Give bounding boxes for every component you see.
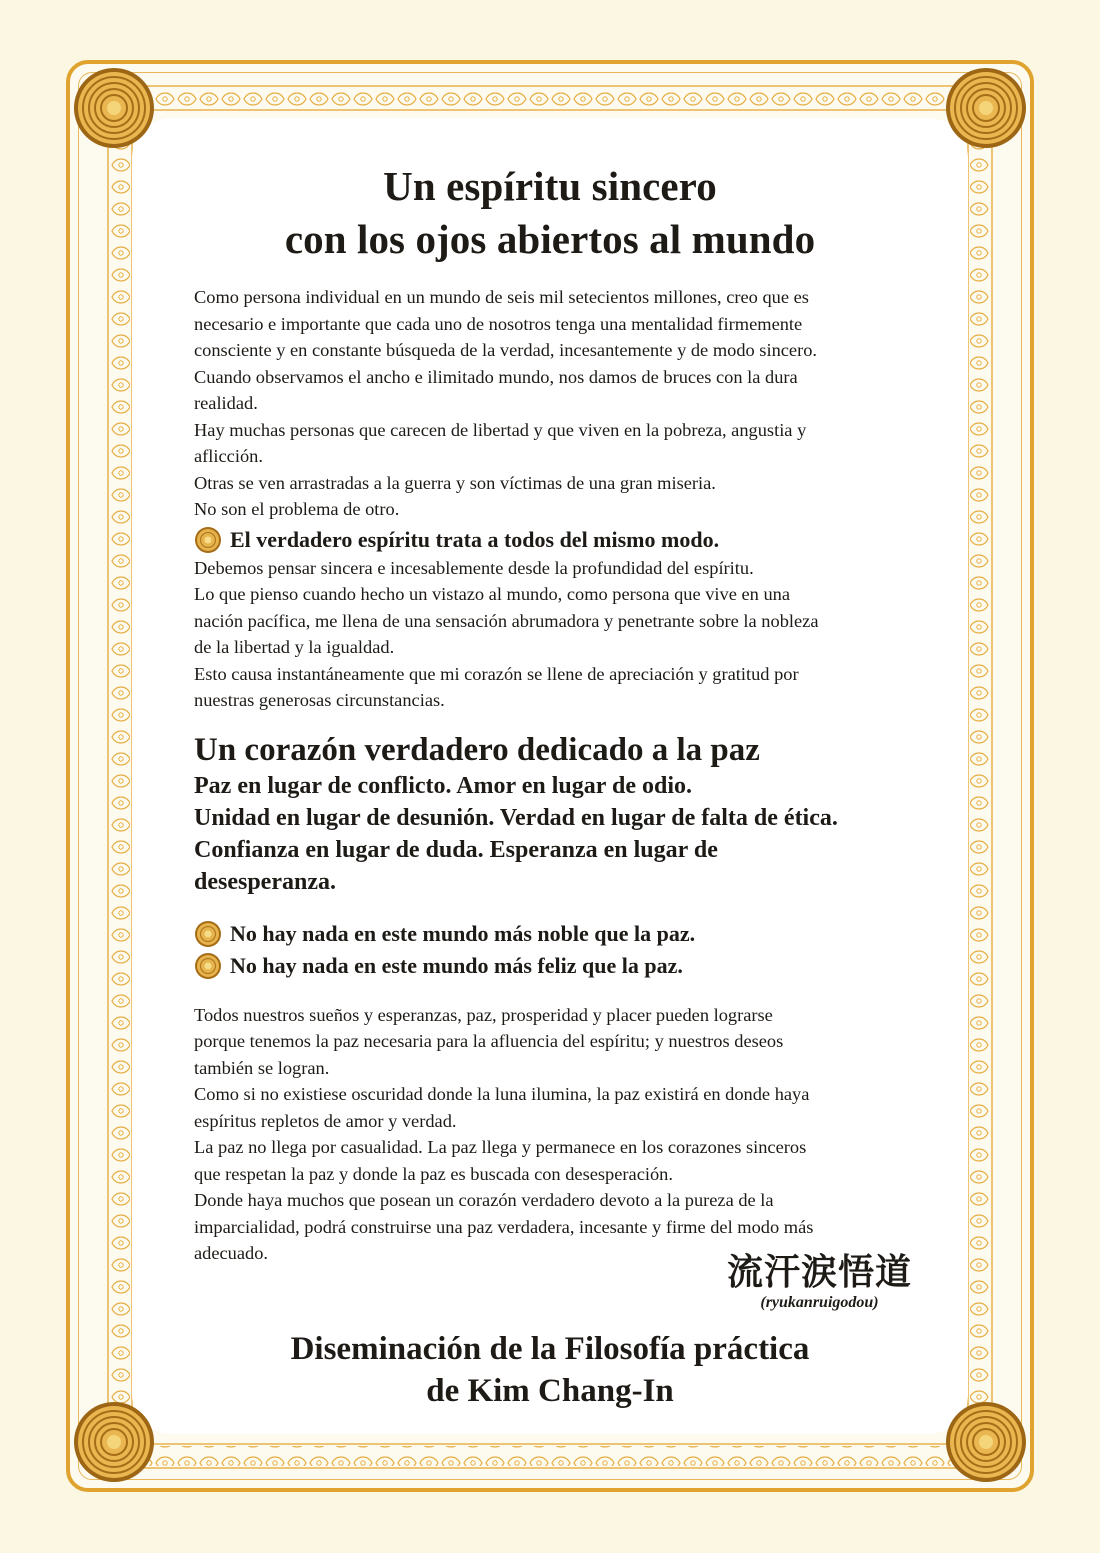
gold-medallion-icon (944, 1400, 1028, 1484)
text-line: nuestras generosas circunstancias. (194, 690, 445, 710)
text-line: Como si no existiese oscuridad donde la luna ilumina, la paz existirá en donde haya (194, 1084, 810, 1104)
footer-title (194, 1328, 906, 1412)
text-line: de la libertad y la igualdad. (194, 637, 395, 657)
text-line: Lo que pienso cuando hecho un vistazo al mundo, como persona que vive en una (194, 584, 790, 604)
text-line: Debemos pensar sincera e incesablemente desde la profundidad del espíritu. (194, 557, 754, 578)
text-line: No son el problema de otro. (194, 499, 400, 519)
title-line-1: Un espíritu sincero (383, 163, 717, 209)
bullet-text: No hay nada en este mundo más noble que la paz. (230, 920, 696, 946)
text-line: consciente y en constante búsqueda de la verdad, incesantemente y de modo sincero. (194, 340, 818, 360)
text-line: Donde haya muchos que posean un corazón verdadero devoto a la pureza de la (194, 1190, 774, 1210)
gold-coin-icon (194, 952, 222, 980)
bullet-heading (194, 918, 906, 950)
text-line: que respetan la paz y donde la paz es buscada con desesperación. (194, 1163, 673, 1184)
peace-line: Confianza en lugar de duda. Esperanza en lugar de (194, 836, 718, 863)
text-line: realidad. (194, 393, 258, 413)
text-line: nación pacífica, me llena de una sensación abrumadora y penetrante sobre la nobleza (194, 610, 819, 631)
intro-paragraph (194, 284, 906, 523)
gold-medallion-icon (944, 66, 1028, 150)
bullet-heading (194, 525, 906, 555)
text-line: porque tenemos la paz necesaria para la afluencia del espíritu; y nuestros deseos (194, 1031, 784, 1051)
text-line: Otras se ven arrastradas a la guerra y son víctimas de una gran miseria. (194, 472, 716, 493)
bullet-text: No hay nada en este mundo más feliz que la paz. (230, 952, 683, 978)
bullet-text: El verdadero espíritu trata a todos del mismo modo. (230, 526, 720, 552)
gold-medallion-icon (72, 66, 156, 150)
peace-line: desesperanza. (194, 868, 336, 895)
signature-block (727, 1252, 912, 1312)
gold-coin-icon (194, 920, 222, 948)
gold-medallion-icon (72, 1400, 156, 1484)
text-line: Esto causa instantáneamente que mi corazón se llene de apreciación y gratitud por (194, 663, 799, 684)
text-line: Como persona individual en un mundo de seis mil setecientos millones, creo que es (194, 287, 809, 307)
text-line: Cuando observamos el ancho e ilimitado mundo, nos damos de bruces con la dura (194, 366, 798, 387)
text-line: necesario e importante que cada uno de nosotros tenga una mentalidad firmemente (194, 313, 803, 334)
gold-coin-icon (194, 526, 222, 554)
text-line: Todos nuestros sueños y esperanzas, paz, prosperidad y placer pueden lograrse (194, 1004, 773, 1025)
signature-romaji: (ryukanruigodou) (760, 1294, 879, 1311)
footer-line-1: Diseminación de la Filosofía práctica (290, 1331, 810, 1367)
text-line: espíritus repletos de amor y verdad. (194, 1110, 457, 1131)
title-line-2: con los ojos abiertos al mundo (284, 216, 816, 262)
text-line: aflicción. (194, 446, 263, 466)
section-heading: Un corazón verdadero dedicado a la paz (194, 731, 760, 768)
peace-bullets (194, 918, 906, 982)
text-line: también se logran. (194, 1057, 330, 1078)
signature-kanji: 流汗涙悟道 (726, 1252, 912, 1293)
text-line: imparcialidad, podrá construirse una paz verdadera, incesante y firme del modo más (194, 1216, 814, 1237)
text-line: La paz no llega por casualidad. La paz llega y permanece en los corazones sinceros (194, 1137, 807, 1157)
bullet-heading (194, 950, 906, 982)
peace-statements (194, 770, 906, 898)
closing-paragraph (194, 1002, 906, 1267)
peace-line: Paz en lugar de conflicto. Amor en lugar de odio. (194, 772, 692, 799)
middle-paragraph (194, 555, 906, 714)
document-body (194, 160, 906, 1267)
text-line: adecuado. (194, 1243, 269, 1263)
peace-line: Unidad en lugar de desunión. Verdad en lugar de falta de ética. (194, 804, 838, 831)
footer-line-2: de Kim Chang-In (426, 1373, 674, 1409)
text-line: Hay muchas personas que carecen de libertad y que viven en la pobreza, angustia y (194, 419, 807, 440)
page-title (194, 160, 906, 266)
